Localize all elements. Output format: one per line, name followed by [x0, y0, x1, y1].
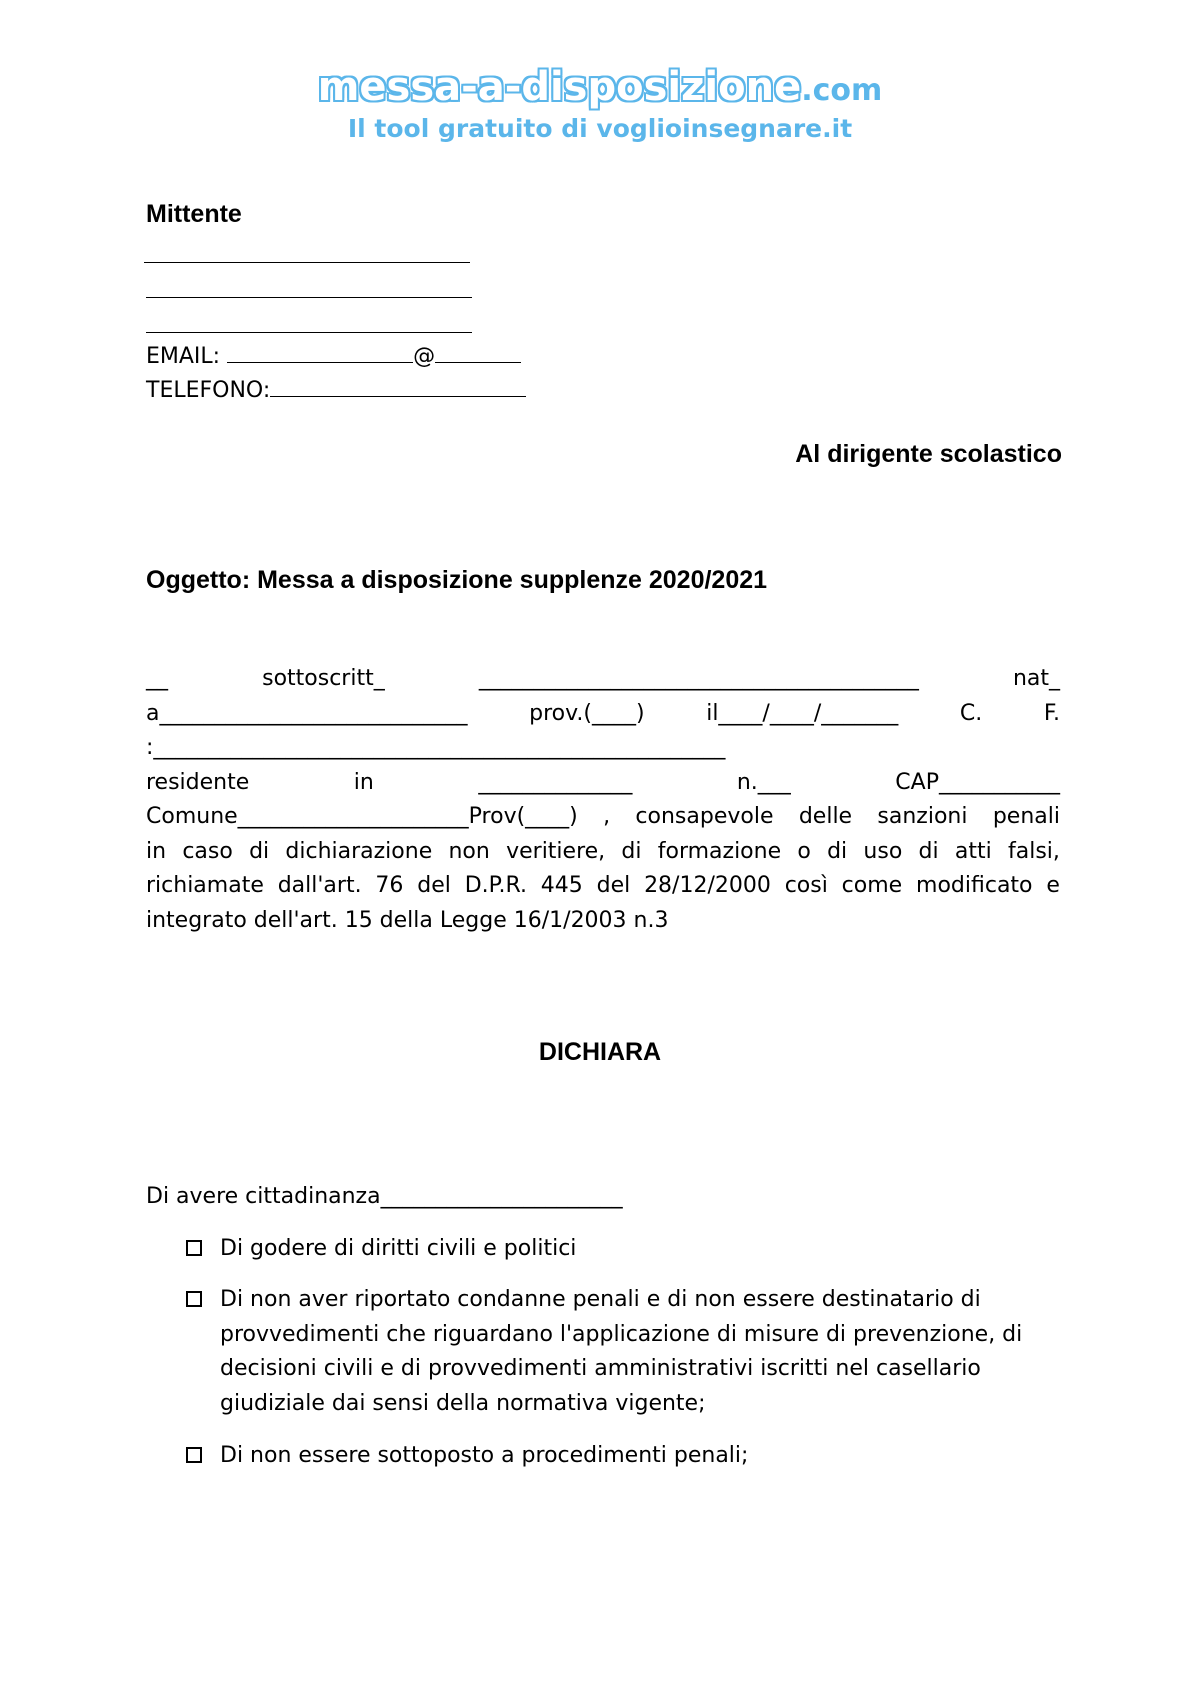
word: F. [1043, 700, 1060, 726]
checklist-item-text: Di non aver riportato condanne penali e di non essere destinatario di provvedimenti che riguardano l'applicazione di misure di prevenzione, di decisioni civili e di provvedimenti amministrativi iscritti nel casellario giudiziale dai sensi della normativa vigente; [220, 1287, 1023, 1416]
word: CAP___________ [895, 769, 1060, 795]
citizenship-line: Di avere cittadinanza______________________ [146, 1184, 623, 1209]
word: e [1046, 873, 1060, 898]
word: formazione [657, 838, 782, 864]
word: sanzioni [877, 804, 968, 829]
word: __ [146, 666, 168, 691]
word: prov.(____) [529, 700, 645, 726]
declarant-line-6 [146, 835, 1060, 870]
word: atti [954, 838, 992, 864]
sender-line-3 [146, 332, 472, 333]
word: penali [992, 804, 1060, 829]
recipient: Al dirigente scolastico [795, 440, 1062, 468]
word: , [603, 804, 611, 829]
declarant-line-2 [146, 697, 1060, 732]
phone-row [146, 374, 526, 408]
checklist-item-text: Di godere di diritti civili e politici [220, 1236, 577, 1261]
checkbox[interactable] [186, 1447, 202, 1463]
word: o [797, 838, 811, 864]
email-label: EMAIL: [146, 344, 228, 369]
word: a____________________________ [146, 700, 468, 726]
logo-title [0, 64, 1200, 110]
phone-label: TELEFONO: [146, 378, 271, 403]
checklist-item-no-proceedings[interactable] [186, 1439, 1066, 1474]
word: falsi, [1007, 838, 1060, 864]
word: ________________________________________ [478, 666, 919, 691]
checklist-item-civil-rights[interactable] [186, 1232, 1066, 1267]
word: nat_ [1012, 666, 1060, 691]
word: richiamate [146, 873, 264, 898]
word: caso [182, 838, 233, 864]
word: di [621, 838, 642, 864]
email-user-blank [227, 340, 413, 363]
word: ______________ [478, 769, 633, 795]
word: in [146, 838, 167, 864]
checklist-item-no-convictions[interactable] [186, 1283, 1066, 1421]
word: del [417, 873, 451, 898]
declarant-line-8: integrato dell'art. 15 della Legge 16/1/2003 n.3 [146, 907, 669, 933]
word: 28/12/2000 [644, 873, 771, 898]
word: consapevole [635, 804, 774, 829]
word: n.___ [736, 769, 791, 795]
word: di [249, 838, 270, 864]
phone-blank [270, 374, 526, 397]
word: modificato [916, 873, 1033, 898]
word: dall'art. [277, 873, 362, 898]
word: non [448, 838, 490, 864]
declarant-line-3: :____________________________________________________ [146, 735, 726, 760]
word: residente [146, 769, 250, 795]
email-at: @ [413, 344, 436, 369]
word: C. [959, 700, 983, 726]
word: così [784, 873, 828, 898]
sender-line-1 [144, 262, 470, 263]
email-row [146, 340, 521, 374]
site-logo [0, 64, 1200, 146]
word: uso [863, 838, 903, 864]
word: 445 [540, 873, 583, 898]
checklist-item-text: Di non essere sottoposto a procedimenti penali; [220, 1443, 749, 1468]
word: Comune_____________________Prov(____) [146, 804, 578, 829]
sender-line-2 [146, 297, 472, 298]
declarant-line-7 [146, 869, 1060, 904]
checkbox[interactable] [186, 1291, 202, 1307]
sender-heading: Mittente [146, 200, 242, 228]
declarant-line-5 [146, 800, 1060, 835]
email-domain-blank [435, 340, 521, 363]
word: sottoscritt_ [262, 666, 385, 691]
word: di [918, 838, 939, 864]
logo-main-text: messa-a-disposizione [317, 64, 802, 110]
declare-heading: DICHIARA [538, 1038, 662, 1066]
word: il____/____/_______ [706, 700, 899, 726]
declarant-line-1 [146, 662, 1060, 697]
word: 76 [375, 873, 404, 898]
subject: Oggetto: Messa a disposizione supplenze 2020/2021 [146, 566, 768, 594]
word: D.P.R. [464, 873, 527, 898]
declarant-line-4 [146, 766, 1060, 801]
word: veritiere, [506, 838, 606, 864]
checkbox[interactable] [186, 1240, 202, 1256]
word: dichiarazione [285, 838, 433, 864]
word: di [827, 838, 848, 864]
word: del [596, 873, 631, 898]
word: come [841, 873, 903, 898]
word: delle [798, 804, 853, 829]
logo-tld: .com [801, 73, 883, 108]
declarant-paragraph [146, 662, 1060, 938]
logo-tagline: Il tool gratuito di voglioinsegnare.it [347, 114, 853, 143]
word: in [353, 769, 374, 795]
